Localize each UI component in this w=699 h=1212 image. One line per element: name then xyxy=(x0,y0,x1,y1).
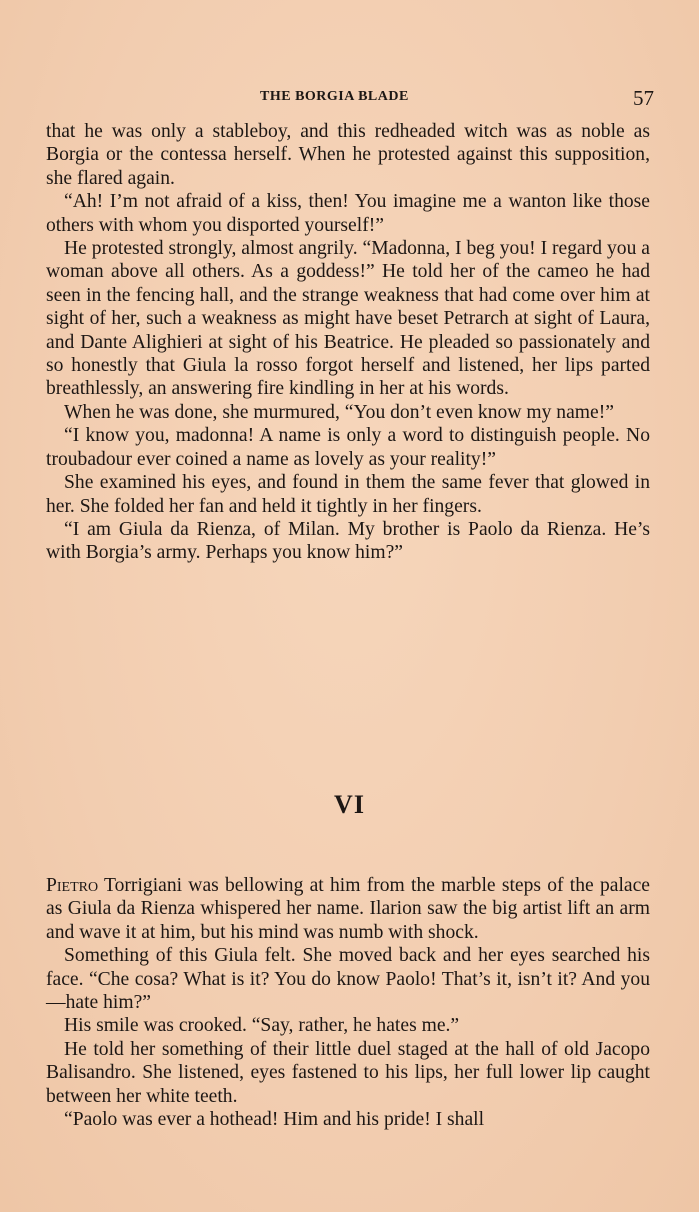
running-title: THE BORGIA BLADE xyxy=(260,89,409,104)
text-section-2 xyxy=(46,874,650,1131)
page-number: 57 xyxy=(633,86,654,110)
paragraph: that he was only a stableboy, and this redheaded witch was as noble as Borgia or the contessa herself. When he protested against this supposition, she flared again. xyxy=(46,121,650,189)
paragraph: When he was done, she murmured, “You don’t even know my name!” xyxy=(64,401,614,423)
paragraph: Something of this Giula felt. She moved back and her eyes searched his face. “Che cosa? What is it? You do know Paolo! That’s it, isn’t it? And you—hate him?” xyxy=(46,945,650,1014)
paragraph xyxy=(46,874,650,944)
paragraph: “I am Giula da Rienza, of Milan. My brother is Paolo da Rienza. He’s with Borgia’s army. Perhaps you know him?” xyxy=(46,518,650,564)
paragraph-body: Torrigiani was bellowing at him from the marble steps of the palace as Giula da Rienza whispered her name. Ilarion saw the big artist lift an arm and wave it at him, but his mind was numb with shock. xyxy=(46,875,650,943)
paragraph: He protested strongly, almost angrily. “Madonna, I beg you! I regard you a woman above all others. As a goddess!” He told her of the cameo he had seen in the fencing hall, and the strange weakness that had come over him at sight of her, such a weakness as might have beset Petrarch at sight of Laura, and Dante Alighieri at sight of his Beatrice. He pleaded so passionately and so honestly that Giula la rosso forgot herself and listened, her lips parted breathlessly, an answering fire kindling in her at his words. xyxy=(46,238,650,400)
paragraph: He told her something of their little duel staged at the hall of old Jacopo Balisandro. She listened, eyes fastened to his lips, her full lower lip caught between her white teeth. xyxy=(46,1038,650,1107)
paragraph: She examined his eyes, and found in them the same fever that glowed in her. She folded her fan and held it tightly in her fingers. xyxy=(46,472,650,517)
text-section-1 xyxy=(46,120,650,565)
paragraph: “Paolo was ever a hothead! Him and his pride! I shall xyxy=(64,1109,485,1131)
paragraph: “I know you, madonna! A name is only a word to distinguish people. No troubadour ever coined a name as lovely as your reality!” xyxy=(46,425,650,470)
paragraph: “Ah! I’m not afraid of a kiss, then! You imagine me a wanton like those others with whom you disported yourself!” xyxy=(46,191,650,236)
paragraph-lead: Pietro xyxy=(46,875,99,896)
paragraph: His smile was crooked. “Say, rather, he hates me.” xyxy=(64,1015,460,1037)
chapter-heading: VI xyxy=(334,790,365,819)
page-header xyxy=(46,86,654,120)
